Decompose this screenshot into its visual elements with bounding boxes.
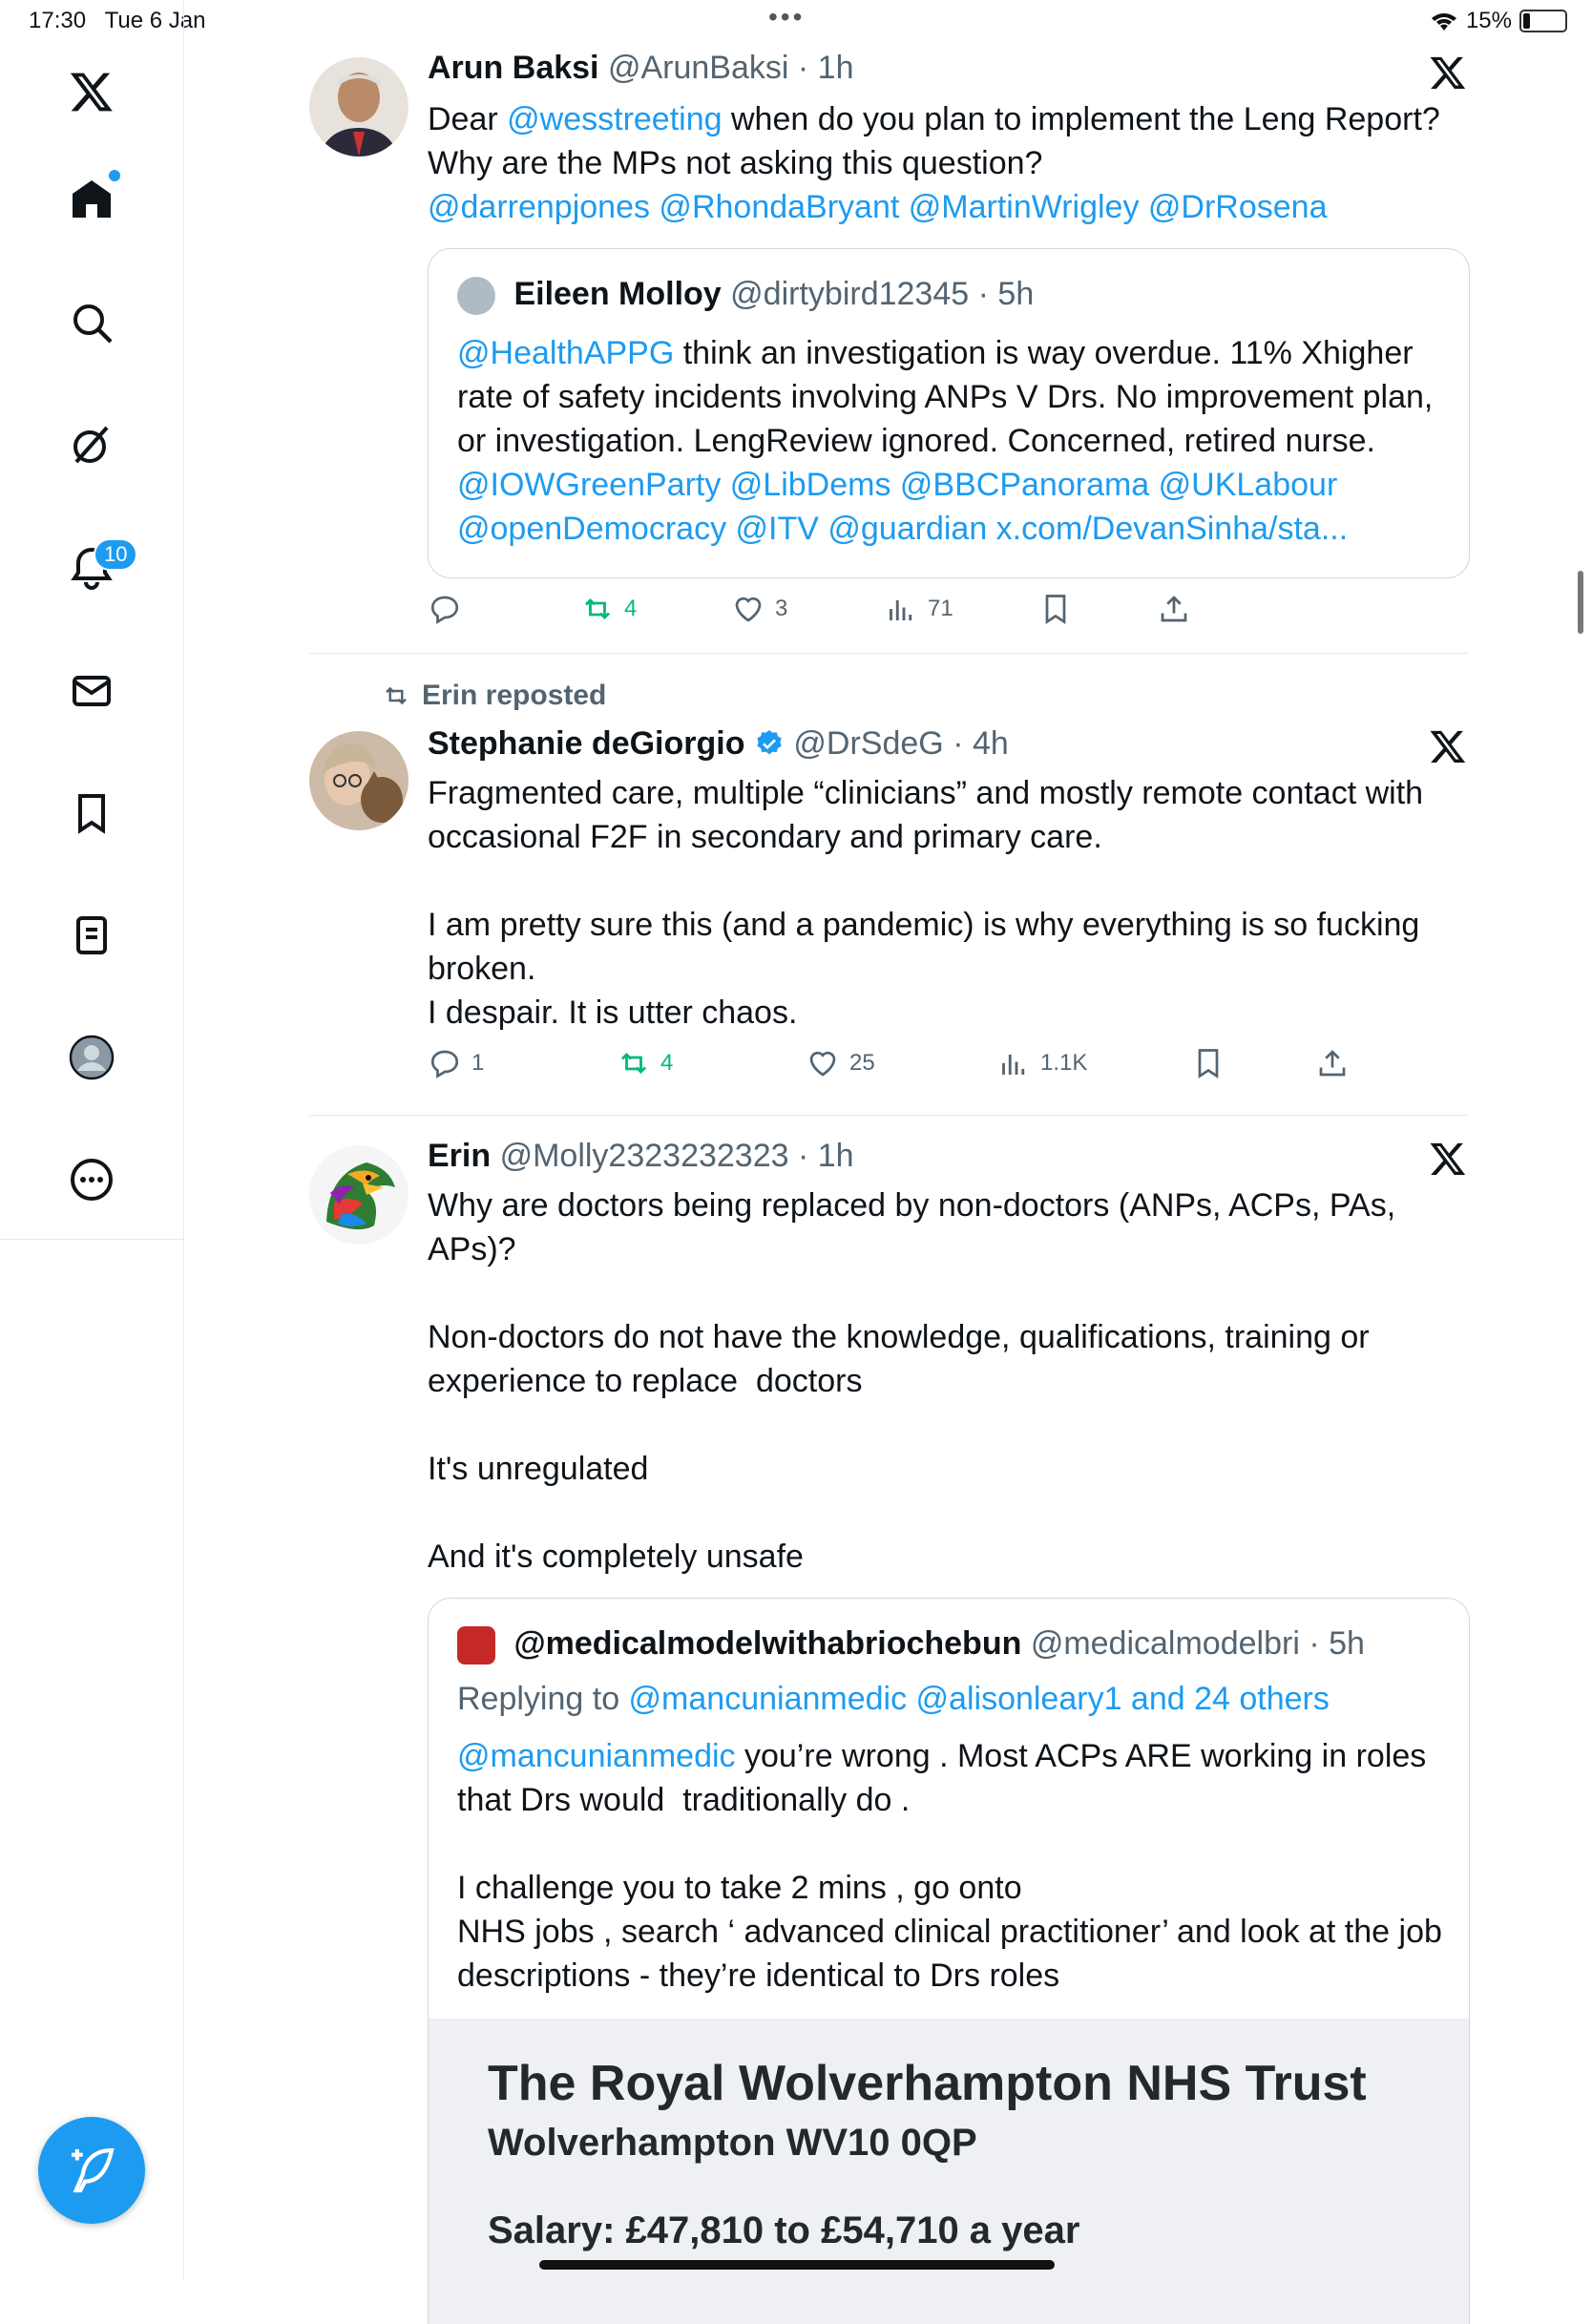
- notifications-badge: 10: [94, 538, 137, 571]
- bookmarks-icon[interactable]: [57, 779, 126, 848]
- bookmark-icon: [1038, 592, 1073, 626]
- quoted-tweet[interactable]: @medicalmodelwithabriochebun @medicalmodelbri · 5h Replying to @mancunianmedic @alisonleary1 and 24 others @mancunianmedic you’re wrong . Most ACPs ARE working in roles that Drs would traditionally do . I challenge you to take 2 mins , go onto NHS jobs , search ‘ advanced clinical practitioner’ and look at the job descriptions - they’re identical to Drs roles The Royal Wolverhampton NHS Trust Wolverhampton WV10 0QP Salary: £47,810 to £54,710 a year: [428, 1598, 1470, 2324]
- grok-icon[interactable]: [57, 410, 126, 479]
- bookmark-icon: [1191, 1046, 1225, 1080]
- author-name: @medicalmodelwithabriochebun: [513, 1625, 1022, 1662]
- tweet-text: [428, 1183, 1468, 1579]
- tweet-text: [428, 771, 1468, 1035]
- x-logo-icon: [1429, 53, 1467, 92]
- tweet-time[interactable]: 1h: [817, 50, 854, 86]
- avatar: [457, 1626, 495, 1664]
- tweet-time[interactable]: 1h: [817, 1138, 854, 1174]
- verified-badge-icon: [754, 728, 785, 759]
- card-subtitle: Wolverhampton WV10 0QP: [488, 2122, 977, 2164]
- text-segment: Dear: [428, 101, 508, 137]
- tweet-actions: [428, 592, 1468, 638]
- tweet-header: Arun Baksi @ArunBaksi · 1h: [428, 50, 854, 86]
- profile-avatar-icon[interactable]: [57, 1023, 126, 1092]
- quoted-image-card[interactable]: [429, 2019, 1469, 2324]
- replying-to: Replying to @mancunianmedic @alisonleary1 and 24 others: [457, 1681, 1330, 1717]
- like-button[interactable]: 3: [731, 592, 787, 626]
- avatar: [457, 277, 495, 315]
- text-segment: Why are doctors being replaced by non-doctors (ANPs, ACPs, PAs, APs)? Non-doctors do not have the knowledge, qualifications, training or experience to replace doctors It's unregulated And it's completely unsafe: [428, 1187, 1396, 1575]
- lists-icon[interactable]: [57, 901, 126, 970]
- author-name[interactable]: Stephanie deGiorgio: [428, 725, 745, 762]
- author-handle: @dirtybird12345: [730, 276, 970, 312]
- share-button[interactable]: [1315, 1046, 1350, 1080]
- avatar[interactable]: [309, 731, 408, 830]
- sidebar: [0, 0, 184, 1241]
- like-button[interactable]: 25: [806, 1046, 875, 1080]
- heart-icon: [806, 1046, 840, 1080]
- notifications-icon[interactable]: [57, 533, 126, 601]
- reply-button[interactable]: 1: [428, 1046, 484, 1080]
- author-handle[interactable]: @Molly2323232323: [499, 1138, 789, 1174]
- tweet-text: [428, 97, 1468, 229]
- reply-icon: [428, 592, 462, 626]
- author-name: Eileen Molloy: [513, 276, 722, 312]
- battery-percent: 15%: [1465, 8, 1512, 33]
- replying-to-links[interactable]: @mancunianmedic @alisonleary1 and 24 others: [628, 1681, 1330, 1717]
- author-handle[interactable]: @ArunBaksi: [607, 50, 789, 86]
- more-icon[interactable]: [57, 1145, 126, 1214]
- search-icon[interactable]: [57, 288, 126, 357]
- author-name[interactable]: Erin: [428, 1138, 492, 1174]
- home-icon[interactable]: [57, 164, 126, 233]
- quoted-tweet-text: [457, 1734, 1450, 1998]
- bookmark-button[interactable]: [1038, 592, 1073, 626]
- share-icon: [1315, 1046, 1350, 1080]
- repost-icon: [382, 681, 410, 710]
- wifi-icon: [1430, 10, 1458, 32]
- compose-feather-icon: [65, 2144, 118, 2197]
- repost-button[interactable]: 4: [617, 1046, 673, 1080]
- avatar[interactable]: [309, 57, 408, 157]
- x-logo-icon: [1429, 727, 1467, 765]
- heart-icon: [731, 592, 765, 626]
- home-unread-dot: [109, 170, 120, 181]
- mention-link[interactable]: @darrenpjones @RhondaBryant @MartinWrigley @DrRosena: [428, 189, 1328, 225]
- quoted-tweet[interactable]: Eileen Molloy @dirtybird12345 · 5h @HealthAPPG think an investigation is way overdue. 11% Xhigher rate of safety incidents involving ANPs V Drs. No improvement plan, or investigation. LengReview ignored. Concerned, retired nurse. @IOWGreenParty @LibDems @BBCPanorama @UKLabour @openDemocracy @ITV @guardian x.com/DevanSinha/sta...: [428, 248, 1470, 578]
- mention-link[interactable]: @wesstreeting: [507, 101, 723, 137]
- share-button[interactable]: [1157, 592, 1191, 626]
- tweet-time: 5h: [997, 276, 1035, 312]
- share-icon: [1157, 592, 1191, 626]
- author-handle[interactable]: @DrSdeG: [793, 725, 944, 762]
- reply-icon: [428, 1046, 462, 1080]
- reply-button[interactable]: [428, 592, 471, 626]
- views-icon: [996, 1046, 1031, 1080]
- tweet-time[interactable]: 4h: [972, 725, 1009, 762]
- mention-link[interactable]: @HealthAPPG: [457, 335, 675, 371]
- views-icon: [884, 592, 918, 626]
- mention-link[interactable]: @mancunianmedic: [457, 1738, 736, 1774]
- home-indicator[interactable]: [539, 2260, 1055, 2270]
- x-logo-icon[interactable]: [57, 57, 126, 126]
- repost-icon: [580, 592, 615, 626]
- bookmark-button[interactable]: [1191, 1046, 1225, 1080]
- battery-icon: [1519, 10, 1567, 32]
- repost-button[interactable]: 4: [580, 592, 637, 626]
- tweet-time: 5h: [1329, 1625, 1365, 1662]
- card-salary: Salary: £47,810 to £54,710 a year: [488, 2209, 1080, 2251]
- messages-icon[interactable]: [57, 657, 126, 725]
- x-logo-icon: [1429, 1140, 1467, 1178]
- status-time: 17:30 Tue 6 Jan: [29, 8, 206, 33]
- author-handle: @medicalmodelbri: [1030, 1625, 1300, 1662]
- compose-post-button[interactable]: [38, 2117, 145, 2224]
- multitask-dots-icon[interactable]: •••: [768, 2, 806, 31]
- views-button[interactable]: 71: [884, 592, 953, 626]
- card-title: The Royal Wolverhampton NHS Trust: [488, 2056, 1367, 2111]
- tweet-header: Stephanie deGiorgio @DrSdeG · 4h: [428, 725, 1009, 762]
- scrollbar[interactable]: [1578, 571, 1583, 634]
- repost-indicator: [382, 680, 606, 712]
- text-segment: Fragmented care, multiple “clinicians” and mostly remote contact with occasional F2F in secondary and primary care. I am pretty sure this (and a pandemic) is why everything is so fucking broken. I despair. It is utter chaos.: [428, 775, 1424, 1031]
- tweet-actions: [428, 1046, 1468, 1092]
- text-segment: think an investigation is way overdue. 11% Xhigher rate of safety incidents involving ANPs V Drs. No improvement plan, or investigation. LengReview ignored. Concerned, retired nurse.: [457, 335, 1434, 459]
- avatar[interactable]: [309, 1145, 408, 1245]
- repost-label[interactable]: Erin reposted: [422, 680, 607, 711]
- status-bar: [0, 0, 1592, 44]
- text-segment: you’re wrong . Most ACPs ARE working in roles that Drs would traditionally do . I challenge you to take 2 mins , go onto NHS jobs , search ‘ advanced clinical practitioner’ and look at the job descriptions - they’re identical to Drs roles: [457, 1738, 1442, 1994]
- views-button[interactable]: 1.1K: [996, 1046, 1087, 1080]
- quoted-tweet-text: [457, 331, 1450, 551]
- repost-icon: [617, 1046, 651, 1080]
- mention-link[interactable]: @IOWGreenParty @LibDems @BBCPanorama @UKLabour @openDemocracy @ITV @guardian x.com/DevanSinha/sta...: [457, 467, 1349, 547]
- author-name[interactable]: Arun Baksi: [428, 50, 599, 86]
- text-segment: when do you plan to implement the Leng Report? Why are the MPs not asking this question?: [428, 101, 1440, 181]
- tweet-header: Erin @Molly2323232323 · 1h: [428, 1138, 854, 1174]
